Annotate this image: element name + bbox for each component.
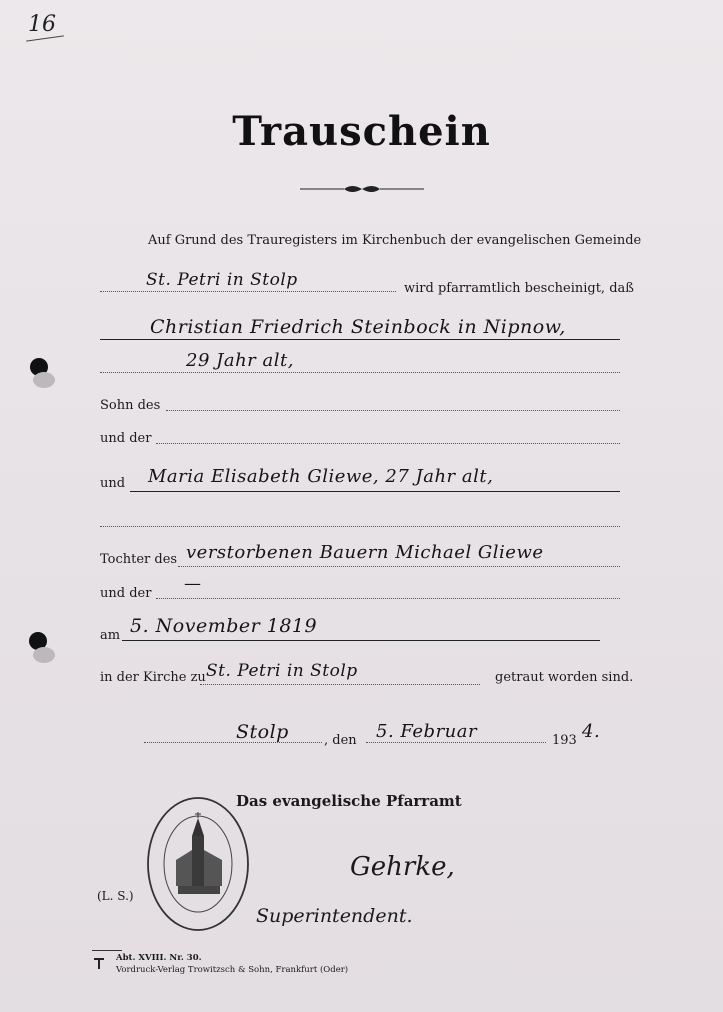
parish-handwritten: St. Petri in Stolp	[146, 270, 298, 290]
son-of-line	[166, 410, 620, 411]
document-title: Trauschein	[232, 108, 491, 155]
church-seal-icon	[146, 796, 250, 932]
church-label: in der Kirche zu	[100, 670, 206, 685]
certified-text: wird pfarramtlich bescheinigt, daß	[404, 281, 634, 296]
issue-date-handwritten: 5. Februar	[376, 721, 478, 742]
issue-date-line	[366, 742, 546, 743]
place-line	[144, 742, 322, 743]
office-label: Das evangelische Pfarramt	[236, 792, 462, 810]
year-handwritten: 4.	[582, 721, 601, 742]
footer-rule	[92, 950, 122, 951]
bride-handwritten: Maria Elisabeth Gliewe, 27 Jahr alt,	[148, 466, 494, 487]
groom-line-1	[100, 339, 620, 340]
signature-name: Gehrke,	[350, 852, 455, 882]
mother-handwritten: —	[184, 574, 202, 594]
parish-dotted-line	[100, 291, 396, 292]
groom-handwritten-1: Christian Friedrich Steinbock in Nipnow,	[150, 316, 566, 338]
title-ornament-icon	[300, 183, 424, 195]
punch-hole-upper-shadow	[33, 372, 55, 388]
date-handwritten: 5. November 1819	[130, 615, 318, 637]
on-label: am	[100, 628, 121, 643]
punch-hole-lower-shadow	[33, 647, 55, 663]
printer-mark-icon	[92, 956, 106, 970]
bride-line	[130, 491, 620, 492]
groom-handwritten-2: 29 Jahr alt,	[186, 350, 294, 371]
and-the-line-1	[156, 443, 620, 444]
son-of-label: Sohn des	[100, 398, 161, 413]
daughter-of-label: Tochter des	[100, 552, 178, 567]
and-the-label-2: und der	[100, 586, 152, 601]
daughter-of-line	[178, 566, 620, 567]
place-handwritten: Stolp	[236, 721, 289, 743]
footer-form-number: Abt. XVIII. Nr. 30.	[116, 953, 202, 963]
married-text: getraut worden sind.	[495, 670, 634, 685]
footer-publisher: Vordruck-Verlag Trowitzsch & Sohn, Frankfurt (Oder)	[116, 965, 349, 975]
den-label: , den	[324, 733, 357, 748]
church-line	[200, 684, 480, 685]
ls-label: (L. S.)	[97, 889, 134, 903]
groom-line-2	[100, 372, 620, 373]
church-handwritten: St. Petri in Stolp	[206, 661, 358, 681]
father-handwritten: verstorbenen Bauern Michael Gliewe	[186, 542, 544, 563]
corner-note: 16	[28, 12, 56, 37]
date-line	[122, 640, 600, 641]
and-label: und	[100, 476, 126, 491]
and-the-label-1: und der	[100, 431, 152, 446]
bride-line-2	[100, 526, 620, 527]
intro-line: Auf Grund des Trauregisters im Kirchenbuch der evangelischen Gemeinde	[148, 233, 642, 248]
and-the-line-2	[156, 598, 620, 599]
year-prefix: 193	[552, 733, 577, 748]
signature-title: Superintendent.	[256, 905, 413, 927]
